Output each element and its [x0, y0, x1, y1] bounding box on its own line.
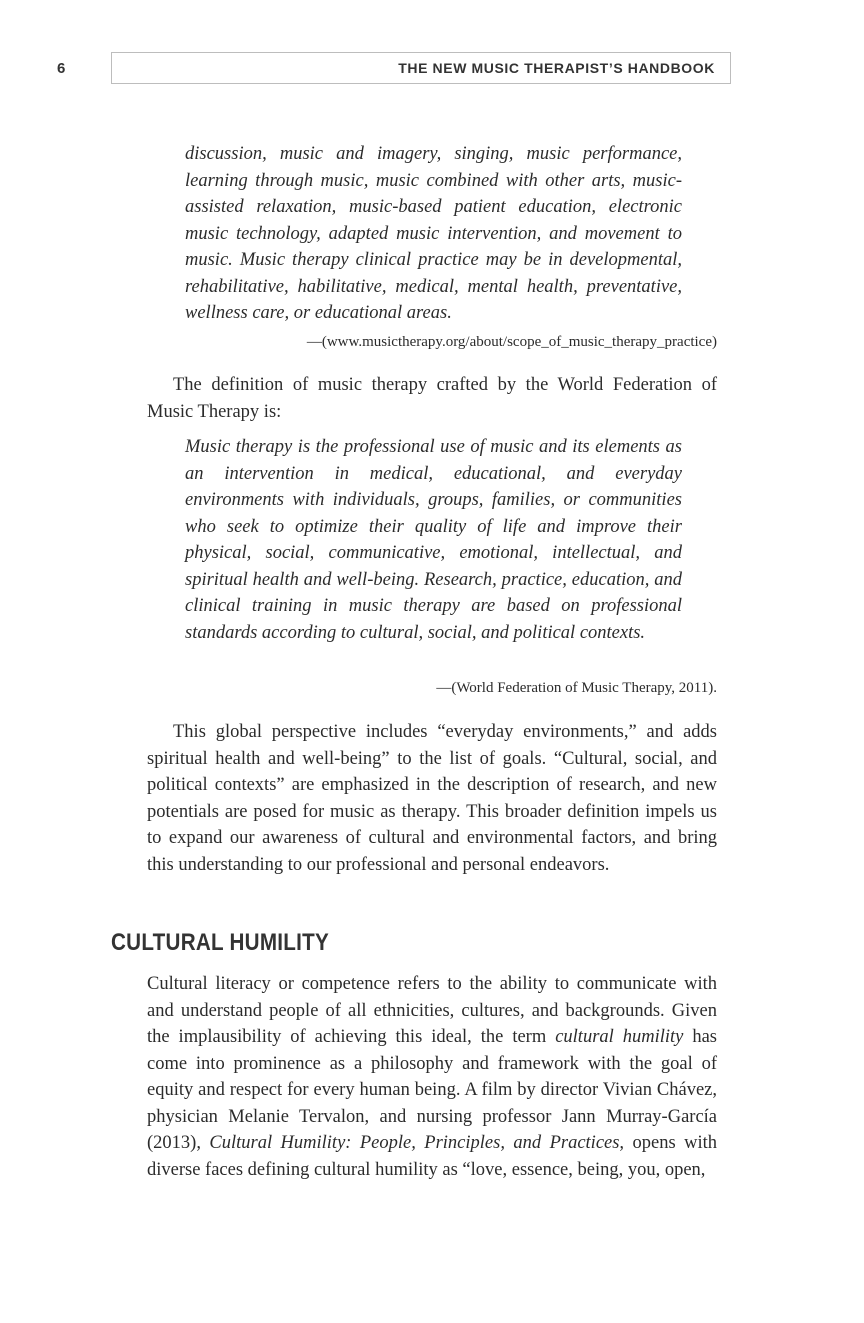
paragraph-text: This global perspective includes “everyday environments,” and adds spiritual health and well-being” to the list of goals. “Cultural, social, and political contexts” are emphasized in the description of research, and new potentials are posed for music as therapy. This broader definition impels us to expand our awareness of cultural and environmental factors, and bring this understanding to our professional and personal endeavors. — [147, 722, 717, 875]
block-quote-wfmt-definition: Music therapy is the professional use of music and its elements as an intervention in medical, educational, and everyday environments with individuals, groups, families, or communities who seek to optimize their quality of life and improve their physical, social, communicative, emotional, intellectual, and spiritual health and well-being. Research, practice, education, and clinical training in music therapy are based on professional standards according to cultural, social, and political contexts. — [185, 437, 682, 643]
paragraph-text: The definition of music therapy crafted by the World Federation of Music Therapy is: — [147, 375, 717, 422]
quote-attribution-wfmt: —(World Federation of Music Therapy, 2011). — [436, 680, 717, 696]
running-head — [111, 52, 731, 84]
page-number: 6 — [57, 60, 66, 77]
block-quote-scope-of-practice: discussion, music and imagery, singing, music performance, learning through music, music combined with other arts, music-assisted relaxation, music-based patient education, electronic music technology, adapted music intervention, and movement to music. Music therapy clinical practice may be in developmental, rehabilitative, habilitative, medical, mental health, preventative, wellness care, or educational areas. — [185, 144, 682, 323]
paragraph-global-perspective — [147, 719, 717, 878]
paragraph-cultural-literacy — [147, 971, 717, 1183]
paragraph-text-part-1: Cultural literacy or competence refers to the ability to communicate with and understand people of all ethnicities, cultures, and backgrounds. Given the implausibility of achieving this ideal, the term — [147, 974, 717, 1047]
paragraph-wfmt-intro — [147, 372, 717, 425]
section-heading-cultural-humility: CULTURAL HUMILITY — [111, 929, 330, 956]
running-head-title: THE NEW MUSIC THERAPIST’S HANDBOOK — [398, 60, 715, 76]
italic-film-title: Cultural Humility: People, Principles, and Practices, — [209, 1133, 625, 1153]
paragraph-text-part-2: has come into prominence as a philosophy and framework with the goal of equity and respect for every human being. A film by director Vivian Chávez, physician Melanie Tervalon, and nursing professor Jann Murray-García (2013), — [147, 1027, 717, 1153]
quote-attribution-amta: —(www.musictherapy.org/about/scope_of_music_therapy_practice) — [306, 334, 717, 350]
italic-term-cultural-humility: cultural humility — [555, 1027, 684, 1047]
paragraph-text-part-3: opens with diverse faces defining cultural humility as “love, essence, being, you, open, — [147, 1133, 717, 1180]
